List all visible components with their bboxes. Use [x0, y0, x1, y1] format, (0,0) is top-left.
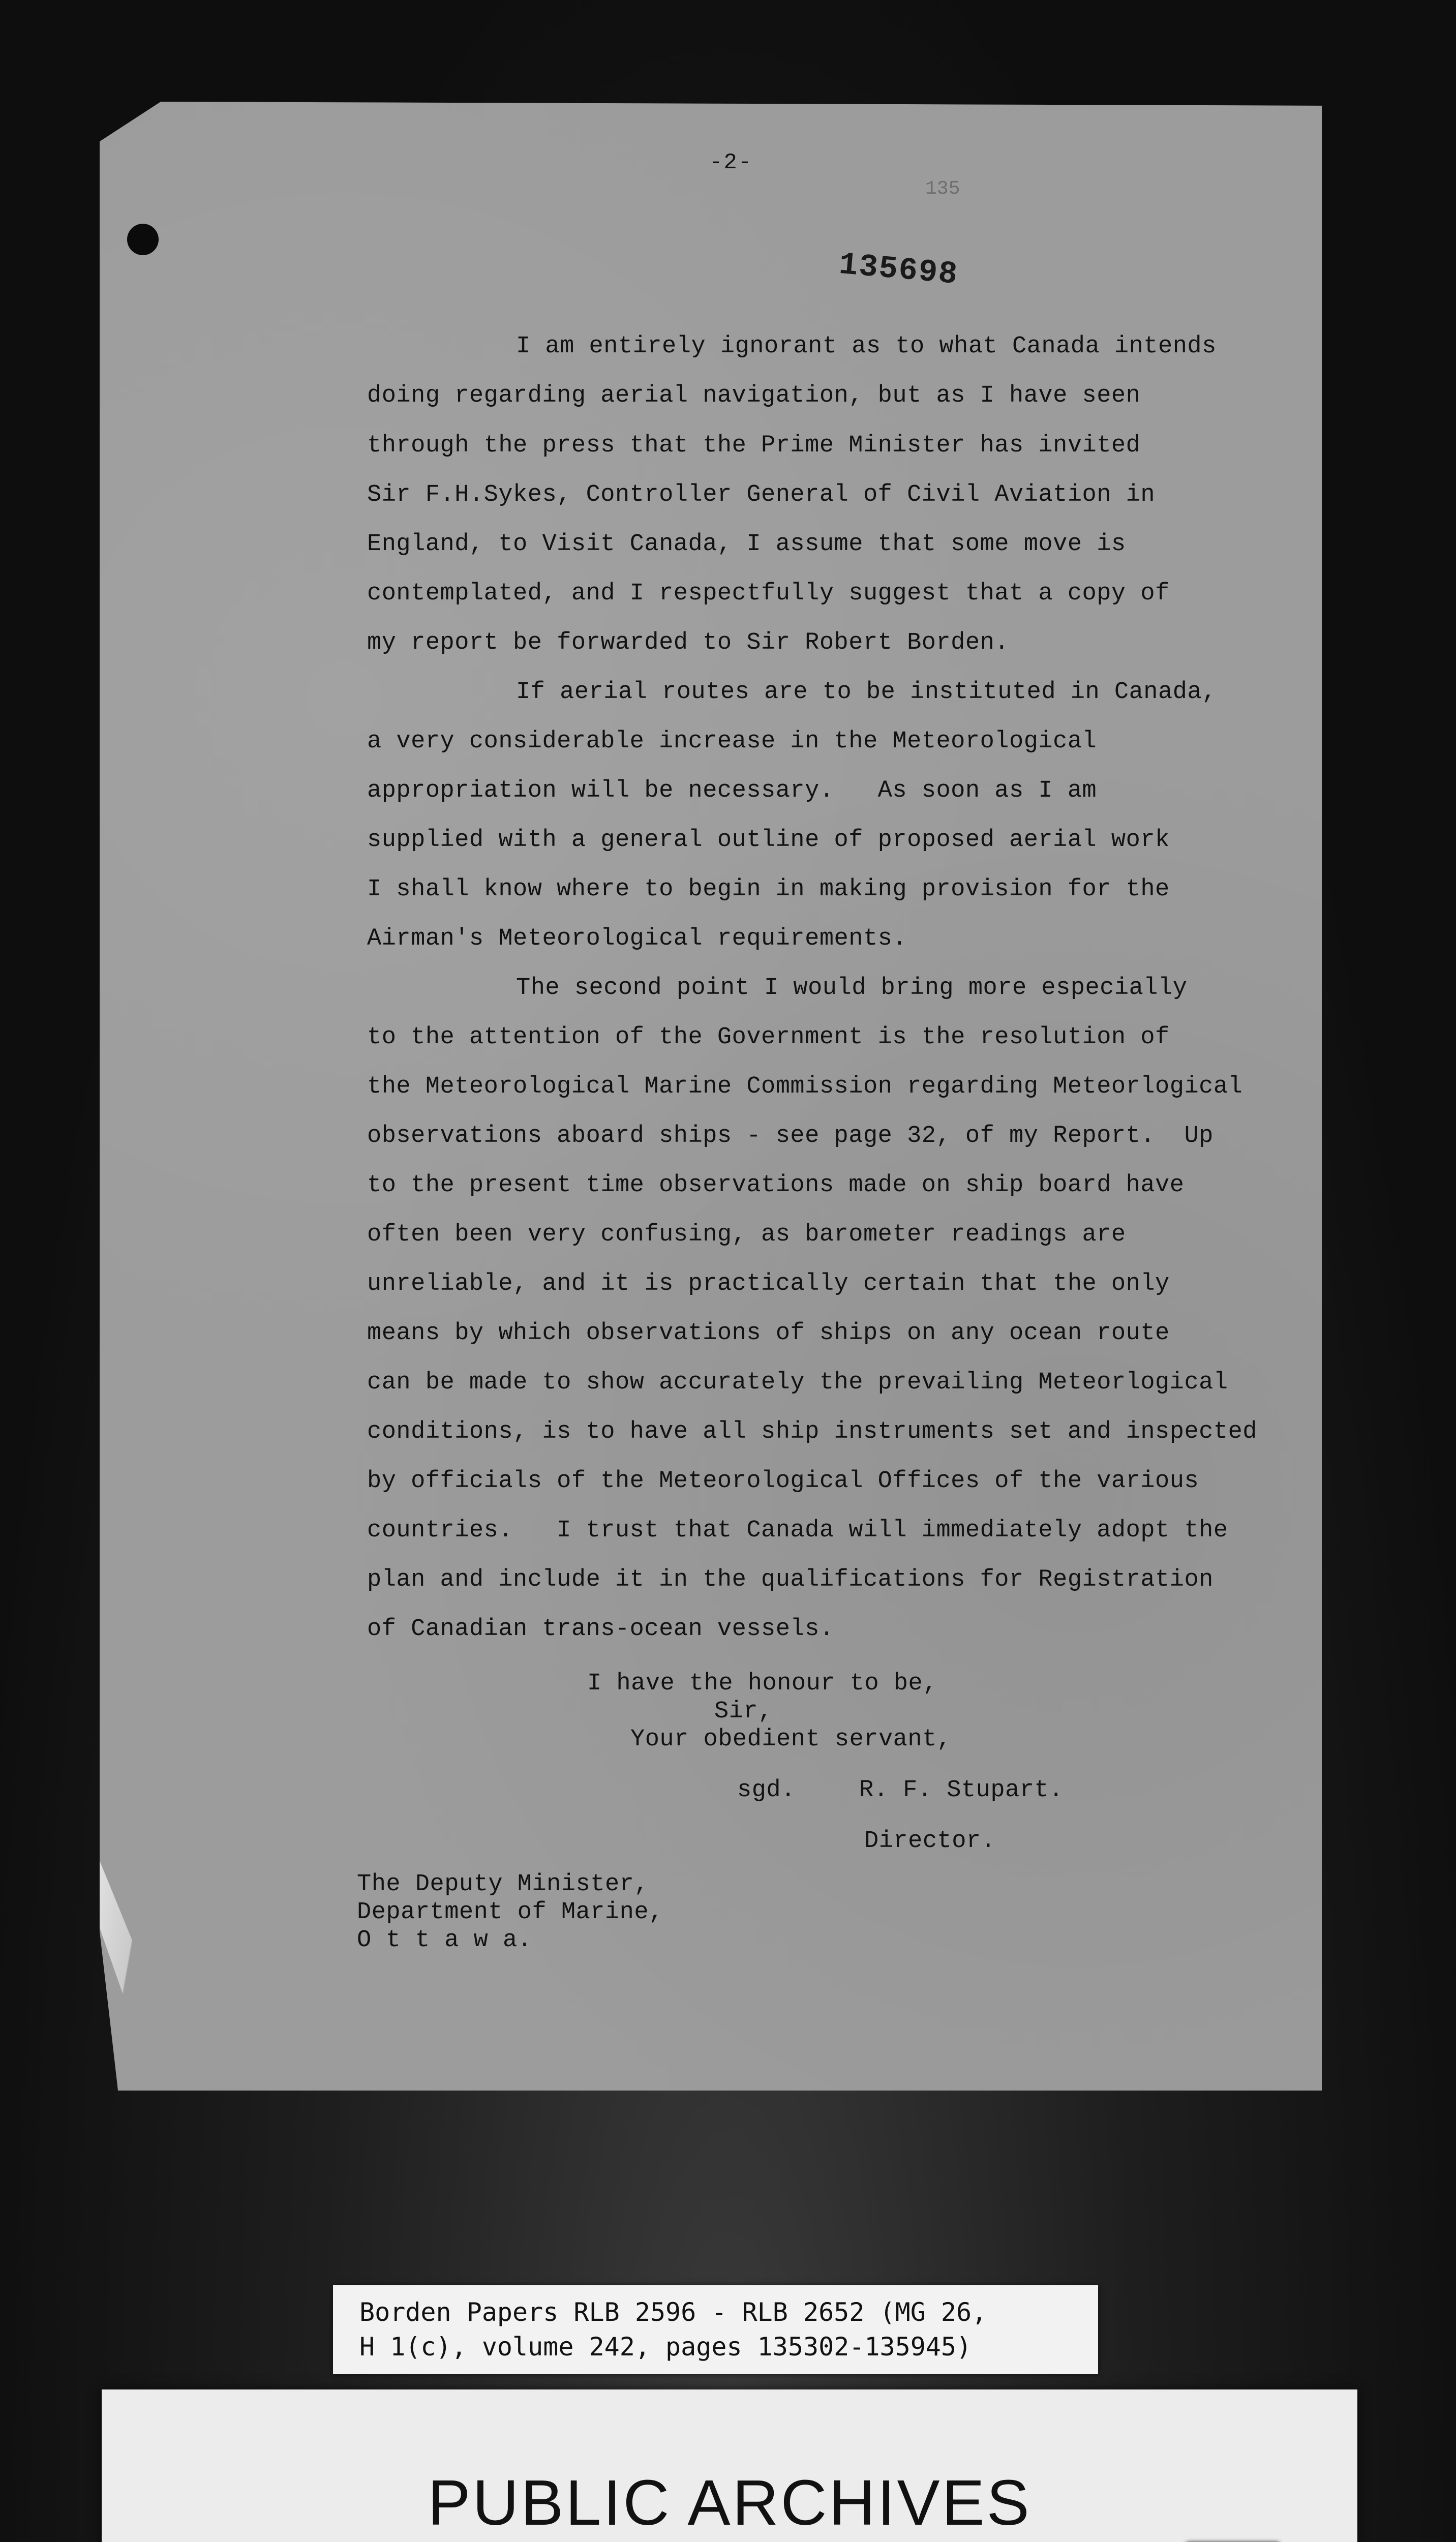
letter-line: If aerial routes are to be instituted in Canada,: [516, 679, 1217, 706]
addressee-line: The Deputy Minister,: [357, 1871, 649, 1898]
addressee-line: O t t a w a.: [357, 1927, 532, 1954]
folio-stamp-number: 135698: [837, 246, 960, 293]
letter-line: means by which observations of ships on any ocean route: [367, 1320, 1170, 1347]
letter-line: through the press that the Prime Minister has invited: [367, 432, 1141, 459]
letter-line: Airman's Meteorological requirements.: [367, 925, 907, 952]
reference-label-line: Borden Papers RLB 2596 - RLB 2652 (MG 26,: [359, 2297, 987, 2327]
signature-sgd: sgd.: [737, 1777, 796, 1804]
letter-line: appropriation will be necessary. As soon as I am: [367, 777, 1097, 804]
letter-line: plan and include it in the qualifications for Registration: [367, 1566, 1214, 1593]
letter-line: countries. I trust that Canada will immediately adopt the: [367, 1517, 1228, 1544]
letter-line: England, to Visit Canada, I assume that some move is: [367, 531, 1126, 558]
archive-card: [102, 2389, 1357, 2542]
letter-line: I am entirely ignorant as to what Canada intends: [516, 333, 1217, 360]
letter-line: The second point I would bring more especially: [516, 975, 1188, 1002]
letter-line: to the attention of the Government is the resolution of: [367, 1024, 1170, 1051]
reference-label-line: H 1(c), volume 242, pages 135302-135945): [359, 2332, 972, 2362]
reference-label: [333, 2285, 1098, 2374]
letter-line: can be made to show accurately the prevailing Meteorlogical: [367, 1369, 1228, 1396]
letter-line: supplied with a general outline of proposed aerial work: [367, 827, 1170, 854]
letter-line: the Meteorological Marine Commission regarding Meteorlogical: [367, 1073, 1243, 1100]
signatory-title: Director.: [864, 1828, 996, 1855]
letter-line: of Canadian trans-ocean vessels.: [367, 1616, 834, 1643]
closing-honour: I have the honour to be,: [587, 1670, 937, 1697]
letter-line: observations aboard ships - see page 32, of my Report. Up: [367, 1123, 1214, 1149]
letter-line: a very considerable increase in the Meteorological: [367, 728, 1097, 755]
letter-line: to the present time observations made on ship board have: [367, 1172, 1185, 1199]
archive-title-english: PUBLIC ARCHIVES: [428, 2467, 1032, 2538]
closing-salutation: Sir,: [714, 1698, 773, 1725]
letter-line: often been very confusing, as barometer readings are: [367, 1221, 1126, 1248]
letter-line: doing regarding aerial navigation, but as I have seen: [367, 382, 1141, 409]
letter-line: unreliable, and it is practically certain that the only: [367, 1270, 1170, 1297]
letter-line: Sir F.H.Sykes, Controller General of Civil Aviation in: [367, 481, 1156, 508]
letter-line: contemplated, and I respectfully suggest that a copy of: [367, 580, 1170, 607]
letter-line: conditions, is to have all ship instruments set and inspected: [367, 1418, 1257, 1445]
letter-line: my report be forwarded to Sir Robert Borden.: [367, 629, 1010, 656]
letter-line: by officials of the Meteorological Offices of the various: [367, 1468, 1199, 1495]
faint-stamp-mark: 135: [925, 178, 960, 200]
letter-line: I shall know where to begin in making provision for the: [367, 876, 1170, 903]
punch-hole: [127, 224, 159, 255]
signatory-name: R. F. Stupart.: [859, 1777, 1064, 1804]
page-number: -2-: [709, 150, 753, 175]
addressee-line: Department of Marine,: [357, 1899, 663, 1926]
closing-servant: Your obedient servant,: [630, 1726, 952, 1753]
